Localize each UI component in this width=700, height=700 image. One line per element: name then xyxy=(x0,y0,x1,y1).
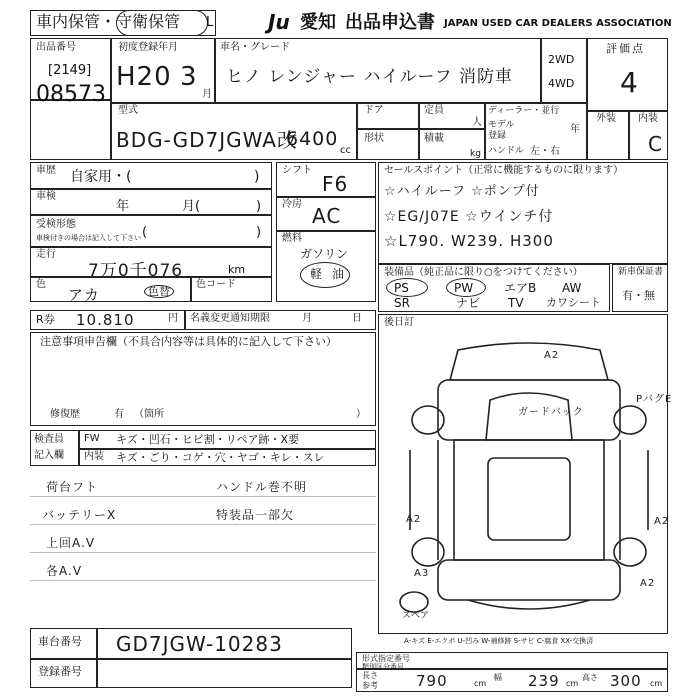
mileage-unit: km xyxy=(228,263,246,276)
color-label: 色 xyxy=(36,279,46,290)
check-row-1-head: FW xyxy=(84,433,100,444)
dmg-label-3: PバグE xyxy=(636,394,673,405)
equip-aw: AW xyxy=(562,281,582,295)
first-reg-year: H20 xyxy=(116,62,172,92)
equipment-grid xyxy=(380,280,608,310)
equip-tv: TV xyxy=(508,296,524,310)
dmg-label-7: A2 xyxy=(640,578,656,589)
sales-point-1: ☆ハイルーフ ☆ポンプ付 xyxy=(384,184,540,199)
model-value: BDG-GD7JGWA改 xyxy=(116,128,298,152)
first-reg-month-unit: 月 xyxy=(202,89,212,100)
mileage-label: 走行 xyxy=(36,249,56,260)
acceptance-close: ) xyxy=(256,225,262,240)
storage-label: 車内保管・守衛保管 xyxy=(36,12,181,31)
notice-label: 名義変更通知期限 xyxy=(190,313,270,324)
rating-label: 評価点 xyxy=(606,42,645,55)
warranty-label: 新車保証書 xyxy=(618,267,664,277)
first-reg-label: 初度登録年月 xyxy=(118,42,178,53)
import-model-year: モデル xyxy=(488,120,515,130)
check-row-2-items: キズ・ごり・コゲ・穴・ヤゴ・キレ・スレ xyxy=(116,451,325,464)
inspection-close: ) xyxy=(256,199,262,214)
spare-label: スペア xyxy=(402,611,430,621)
equip-airbag: エアB xyxy=(504,281,537,295)
import-first-reg: 登録 xyxy=(488,131,507,141)
color-code-label: 色コード xyxy=(196,279,236,290)
fuel-opt-light: 軽 xyxy=(310,267,323,281)
check-row-2-head: 内装 xyxy=(84,451,104,462)
dmg-label-2: ガードバック xyxy=(518,407,584,418)
dim-ref-label: 参考 xyxy=(362,681,378,690)
dim-unit-3: cm xyxy=(650,679,663,688)
dim-width: 239 xyxy=(528,672,560,690)
ac-value: AC xyxy=(312,204,342,228)
fuel-opt-gas: ガソリン xyxy=(300,247,349,261)
dim-length-label: 長さ xyxy=(362,671,378,680)
type-label-2: 類別区分番号 xyxy=(362,663,404,671)
rating-int-label: 内装 xyxy=(638,113,658,124)
history-close: ) xyxy=(254,169,260,185)
recycle-label: R券 xyxy=(36,313,55,326)
dmg-label-5: A2 xyxy=(654,516,670,527)
inspector-note-4: 各A.V xyxy=(46,564,83,578)
chassis-label: 車台番号 xyxy=(38,635,82,648)
repair-has: 有 xyxy=(114,409,124,420)
notes-label: 注意事項申告欄（不具合内容等は具体的に記入して下さい） xyxy=(40,335,337,348)
storage-mark: L xyxy=(206,15,214,30)
acceptance-label: 受検形態 xyxy=(36,219,76,230)
inspection-year: 年 xyxy=(116,199,130,214)
inspector-note-1: 荷台フト xyxy=(46,480,99,494)
acceptance-open: ( xyxy=(142,225,148,240)
inspector-label-1: 検査員 xyxy=(34,434,64,445)
check-row-1-items: キズ・凹石・ヒビ割・リペア跡・X要 xyxy=(116,433,300,446)
type-label-1: 形式指定番号 xyxy=(362,654,410,663)
page-title: 出品申込書 xyxy=(345,12,435,33)
rating-ext-label: 外装 xyxy=(596,113,616,124)
history-value: 自家用・( xyxy=(70,169,132,185)
model-cc-unit: cc xyxy=(340,145,351,156)
repair-label: 修復歴 xyxy=(50,409,80,420)
first-reg-month: 3 xyxy=(180,62,198,92)
import-year-unit: 年 xyxy=(570,124,580,135)
dim-unit-1: cm xyxy=(474,679,487,688)
inspector-note-r1: ハンドル巻不明 xyxy=(216,480,308,494)
capacity-unit: 人 xyxy=(472,117,482,128)
equip-sr: SR xyxy=(394,296,410,310)
inspector-note-2: バッテリーX xyxy=(42,508,117,522)
page-subtitle: JAPAN USED CAR DEALERS ASSOCIATION xyxy=(444,18,672,29)
mileage-value: 7万0千076 xyxy=(88,261,184,281)
inspector-note-3: 上回A.V xyxy=(46,536,96,550)
car-name-value: ヒノ レンジャー ハイルーフ 消防車 xyxy=(226,67,514,87)
warranty-opts: 有・無 xyxy=(622,289,655,302)
lot-number: 08573 xyxy=(36,82,106,107)
car-diagram xyxy=(398,340,660,630)
rating-value: 4 xyxy=(620,66,639,99)
dmg-label-4: A2 xyxy=(406,514,422,525)
sales-point-2: ☆EG/J07E ☆ウインチ付 xyxy=(384,209,554,225)
reg-number-label: 登録番号 xyxy=(38,665,82,678)
car-name-label: 車名・グレード xyxy=(220,42,290,53)
recycle-value: 10.810 xyxy=(76,311,135,329)
shift-value: F6 xyxy=(322,172,349,196)
dim-height-label: 高さ xyxy=(582,673,598,682)
brand-name: 愛知 xyxy=(300,12,336,33)
fuel-opt-oil: 油 xyxy=(332,267,345,281)
inspector-note-r2: 特装品一部欠 xyxy=(216,508,295,522)
dim-width-label: 幅 xyxy=(494,673,502,682)
history-label: 車歴 xyxy=(36,165,56,176)
dim-unit-2: cm xyxy=(566,679,579,688)
drive-2wd: 2WD xyxy=(548,53,575,66)
storage-circle xyxy=(116,10,208,36)
equip-ps: PS xyxy=(394,281,409,295)
load-unit: kg xyxy=(470,149,481,159)
notice-day: 日 xyxy=(352,313,362,324)
notice-month: 月 xyxy=(302,313,312,324)
equip-pw: PW xyxy=(454,281,474,295)
ac-label: 冷房 xyxy=(282,199,302,210)
shape-label: 形状 xyxy=(364,133,384,144)
lot-label: 出品番号 xyxy=(36,42,76,53)
color-value: アカ xyxy=(68,286,100,304)
fuel-label: 燃料 xyxy=(282,233,302,244)
inspector-label-2: 記入欄 xyxy=(34,450,64,461)
equipment-label: 装備品（純正品に限り○をつけてください） xyxy=(384,267,583,278)
chassis-value: GD7JGW-10283 xyxy=(116,632,283,656)
acceptance-sub: 車検付きの場合は記入して下さい xyxy=(36,234,141,242)
drive-4wd: 4WD xyxy=(548,77,575,90)
inspection-label: 車検 xyxy=(36,191,56,202)
recycle-unit: 円 xyxy=(168,313,178,324)
damage-legend: A-キズ E-エクボ U-凹み W-補修跡 S-サビ C-腐食 XX-交換済 xyxy=(404,637,594,645)
brand-logo: Ju xyxy=(268,10,290,34)
inspection-month: 月( xyxy=(182,199,201,214)
dim-length: 790 xyxy=(416,672,448,690)
repair-close: ） xyxy=(356,409,366,420)
equip-navi: ナビ xyxy=(456,296,481,310)
import-label: ディーラー・並行 xyxy=(488,106,560,116)
sales-point-3: ☆L790. W239. H300 xyxy=(384,232,554,250)
fuel-circle xyxy=(300,262,350,288)
dmg-label-6: A3 xyxy=(414,568,430,579)
lot-sub: [2149] xyxy=(48,63,92,78)
load-label: 積載 xyxy=(424,133,444,144)
import-handle: ハンドル xyxy=(488,146,525,156)
door-label: ドア xyxy=(364,105,384,116)
sales-points-label: セールスポイント（正常に機能するものに限ります） xyxy=(384,165,624,176)
equip-seat: カワシート xyxy=(546,296,601,309)
equip-pw-circle xyxy=(446,278,486,297)
capacity-label: 定員 xyxy=(424,105,444,116)
dim-height: 300 xyxy=(610,672,642,690)
rear-seat-label: 後日訂 xyxy=(384,317,414,328)
model-label: 型式 xyxy=(118,105,138,116)
repair-place: （箇所 xyxy=(134,409,164,420)
import-handle-opts: 左・右 xyxy=(530,146,560,157)
dmg-label-1: A2 xyxy=(544,350,560,361)
model-cc: 6400 xyxy=(286,128,339,150)
rating-int-value: C xyxy=(648,132,663,156)
equip-ps-circle xyxy=(386,278,428,297)
color-changed: 色替 xyxy=(144,285,174,298)
shift-label: シフト xyxy=(282,165,312,176)
